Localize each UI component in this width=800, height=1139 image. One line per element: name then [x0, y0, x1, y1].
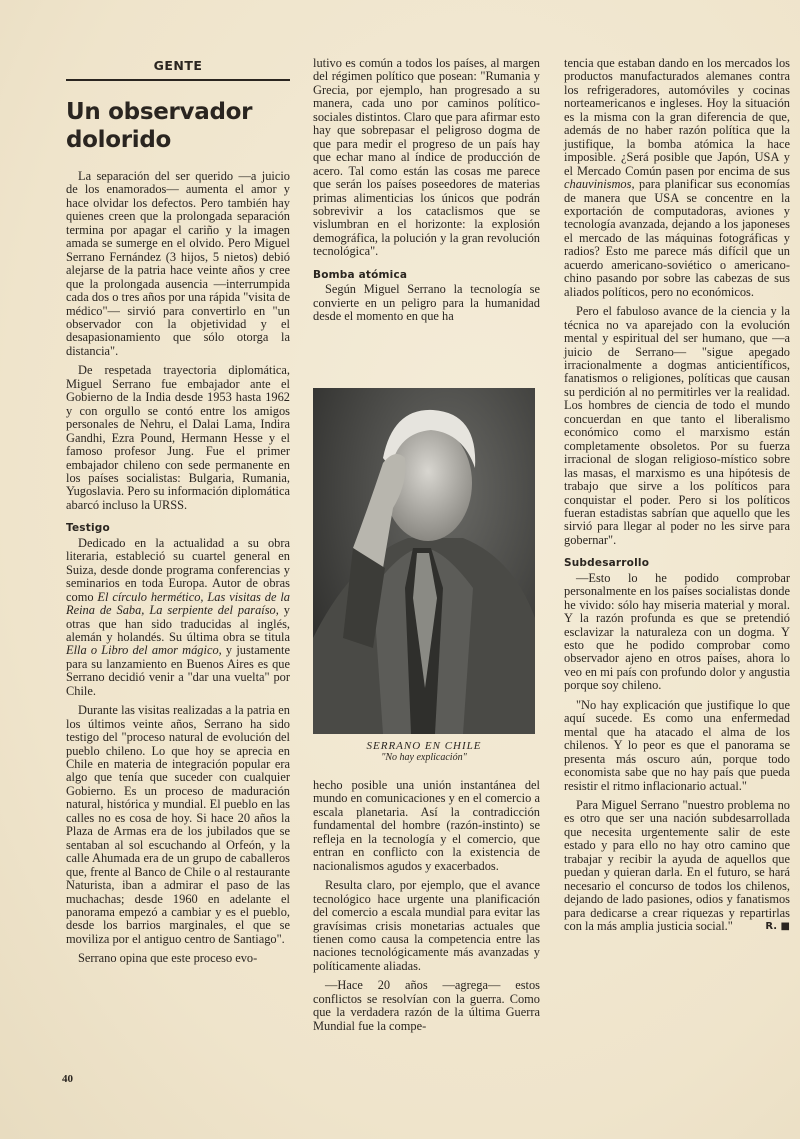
text-segment: Según Miguel Serrano la tecnología se convierte en un peligro para la humanidad desde el momento en que ha — [313, 282, 540, 324]
text-segment: Bomba atómica — [313, 268, 408, 281]
text-segment: La separación del ser querido —a juicio de los enamorados— aumenta el amor y hace olvidar los defectos. Pero también hay quienes creen que la prolongada separación termina por apagar el cariño y la imagen amada se sumerge en el olvido. Pero Miguel Serrano Fernández (3 hijos, 5 nietos) debió alejarse de la patria hace veinte años y cree que la prolongada ausencia —interrumpida cada dos o tres años por una rápida "visita de médico"— sirvió para convertirlo en "un observador con la objetividad y el desapasionamiento que sólo otorga la distancia". — [66, 169, 290, 358]
text-segment: —Esto lo he podido comprobar personalmente en los países socialistas donde he vivido: sólo hay miseria material y moral. Y la razón profunda es que se pretendió esclavizar la naturaleza con un dogma. Y esto que he podido comprobar como observador ajeno en otros países, ahora lo veo en mi país con profundo dolor y angustia porque soy chileno. — [564, 570, 790, 693]
photo-caption — [313, 740, 535, 763]
text-segment: y otras que han sido traducidas al inglés, alemán y holandés. Su última obra se titula — [66, 603, 290, 644]
paragraph — [313, 57, 540, 259]
subheading — [564, 557, 790, 570]
subheading — [313, 269, 540, 282]
paragraph — [66, 952, 290, 965]
column-1 — [66, 170, 290, 972]
paragraph — [313, 283, 540, 323]
article-headline: Un observador dolorido — [66, 99, 253, 153]
paragraph — [564, 699, 790, 793]
text-segment: Resulta claro, por ejemplo, que el avance tecnológico hace urgente una planificación del comercio a escala mundial para evitar las gravísimas crisis monetarias actuales que tienen como causa la competencia entre las naciones tecnológicamente más avanzadas y políticamente aliadas. — [313, 878, 540, 973]
column-3 — [564, 57, 790, 940]
paragraph — [564, 57, 790, 299]
paragraph — [313, 879, 540, 973]
text-segment: Para Miguel Serrano "nuestro problema no es otro que ser una nación subdesarrollada que necesita urgentemente salir de este estado y para ello no hay otro camino que trabajar y recibir la ayuda de aquellos que puedan y quieran darla. En el futuro, se hará necesario el concurso de todos los chilenos, dejando de lado pasiones, odios y fanatismos para dedicarse a crear riquezas y repartirlas con la más amplia justicia social." — [564, 798, 790, 934]
section-label: GENTE — [153, 58, 203, 73]
paragraph — [66, 704, 290, 946]
text-segment: Testigo — [66, 522, 110, 535]
portrait-image — [313, 388, 535, 734]
text-segment: Dedicado en la actualidad a su obra literaria, estableció su cuartel general en Suiza, desde donde programa conferencias y seminarios en toda Europa. Autor de obras como — [66, 535, 290, 604]
page-number: 40 — [62, 1073, 73, 1085]
text-segment: lutivo es común a todos los países, al margen del régimen político que posean: "Rumania y Grecia, por ejemplo, han progresado a su manera, cada uno por caminos político-sociales distintos. Claro que para afirmar esto hay que sobrepasar el peligroso dogma de que para medir el progreso de un país hay que echar mano al índice de producción de acero. Tal como están las cosas me parece que serán los países poseedores de materias primas alimenticias los únicos que podrán sobrevivir a los cataclismos que se vislumbran en el horizonte: la explosión demográfica, la polución y la gran revolución tecnológica". — [313, 56, 540, 259]
photo-caption-title: SERRANO EN CHILE — [366, 740, 482, 752]
paragraph — [66, 364, 290, 512]
text-segment: Pero el fabuloso avance de la ciencia y la técnica no va aparejado con la evolución mental y espiritual del ser humano, que —a juicio de Serrano— "sigue apegado irracionalmente a dogmas anticientíficos, fanatismos o religiones, políticas que causan su perdición al no permitirles ver la realidad. Los hombres de ciencia de todo el mundo concuerdan en que tanto el liberalismo económico como el marxismo están completamente obsoletos. Por su fuerza irracional de slogan religioso-místico sobre las masas, el marxismo es una hipótesis de trabajo que sirve a los políticos para conquistar el poder. Pero si los políticos fueran estadistas sabrían que aquello que les sirvió para llegar al poder no les sirve para gobernar". — [564, 304, 790, 547]
text-segment: Durante las visitas realizadas a la patria en los últimos veinte años, Serrano ha sido testigo del "proceso natural de evolución del pueblo chileno. Lo que hoy se aprecia en Chile en materia de integración popular era algo que tenía que suceder con cualquier Gobierno. Es un proceso de maduración natural, histórica y mundial. El pueblo en las calles no es cosa de hoy. Si hace 20 años la Plaza de Armas era de los jubilados que se sentaban al sol escuchando al Orfeón, y la calle Ahumada era de un grupo de caballeros que, frente al Banco de Chile o al restaurante Naturista, iban a admirar el paso de las muchachas; desde 1960 en adelante el panorama empezó a cambiar y es el pueblo, desde los barrios marginales, el que se moviliza por el antiguo centro de Santiago". — [66, 703, 290, 946]
text-segment: "No hay explicación que justifique lo que aquí sucede. Es como una enfermedad mental que ha atacado el alma de los chilenos. Y lo peor es que el panorama se presenta más oscuro aún, porque todo economista sabe que no hay país que pueda resistir el ritmo inflacionario actual." — [564, 697, 790, 793]
paragraph — [66, 170, 290, 358]
text-segment: Serrano opina que este proceso evo- — [78, 951, 258, 966]
text-segment: hecho posible una unión instantánea del mundo en comunicaciones y en el comercio a escala planetaria. Así la contradicción fundamental del hombre (razón-instinto) se refleja en la tecnología y el comercio, que entran en conflicto con la existencia de nacionalismos agudos y exacerbados. — [313, 778, 540, 873]
paragraph — [66, 537, 290, 698]
paragraph — [564, 799, 790, 934]
text-segment: Subdesarrollo — [564, 557, 650, 570]
italic-title: Ella o Libro del amor mágico, — [66, 643, 222, 658]
paragraph — [564, 305, 790, 547]
paragraph — [564, 572, 790, 693]
italic-title: El círculo hermético, Las visitas de la Reina de Saba, La serpiente del paraíso, — [66, 589, 290, 618]
portrait-photo — [313, 388, 535, 734]
photo-caption-quote: "No hay explicación" — [381, 752, 467, 763]
column-2-top — [313, 57, 540, 330]
paragraph — [313, 979, 540, 1033]
section-divider — [66, 79, 290, 81]
paragraph — [313, 779, 540, 873]
text-segment: para planificar sus economías de manera que USA se concentre en la exportación de computadoras, aviones y tecnología avanzada, dejando a los japoneses el mercado de las máquinas fotográficas y radios? Esto me parece más difícil que un acuerdo americano-soviético o americano-chino pasando por sobre las cabezas de sus aliados políticos, pero no económicos. — [564, 177, 790, 299]
text-segment: —Hace 20 años —agrega— estos conflictos se resolvían con la guerra. Como que la verdadera razón de la última Guerra Mundial fue la compe- — [313, 978, 540, 1033]
end-mark: R. ■ — [765, 921, 790, 933]
text-segment: tencia que estaban dando en los mercados los productos manufacturados alemanes contra los refrigeradores, automóviles y cocinas norteamericanos e ingleses. Hoy la situación es la misma con la gran diferencia de que, además de no haber razón política que la justifique, la bomba atómica la hace imposible. ¿Será posible que Japón, USA y el Mercado Común pasen por encima de sus — [564, 56, 790, 178]
text-segment: y justamente para su lanzamiento en Buenos Aires es que Serrano decidió venir a "dar una vuelta" por Chile. — [66, 643, 290, 698]
italic-title: chauvinismos, — [564, 177, 635, 192]
text-segment: De respetada trayectoria diplomática, Miguel Serrano fue embajador ante el Gobierno de la India desde 1953 hasta 1962 y con orgullo se contó entre los amigos personales de Nehru, el Dalai Lama, Indira Gandhi, Ezra Pound, Hermann Hesse y el famoso profesor Jung. Fue el primer embajador chileno con sede permanente en los países socialistas: Bulgaria, Rumania, Yugoslavia. Pero su información diplomática abarcó incluso la URSS. — [66, 363, 290, 512]
subheading — [66, 522, 290, 535]
column-2-bottom — [313, 779, 540, 1039]
